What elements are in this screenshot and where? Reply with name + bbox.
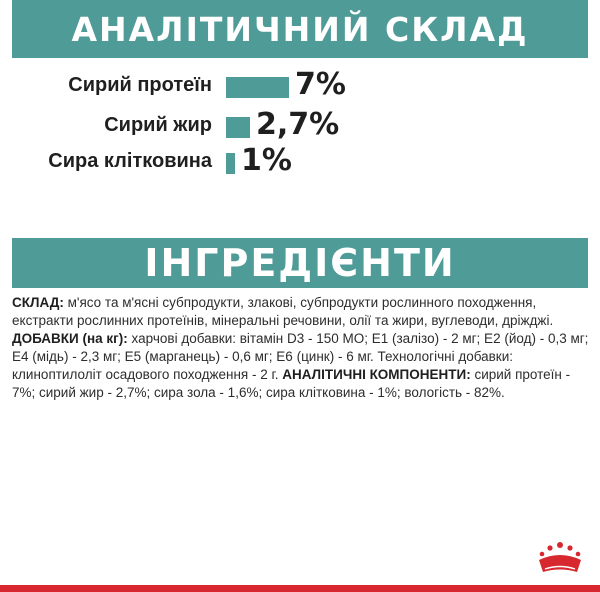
nutrient-label: Сира клітковина: [48, 150, 212, 172]
nutrient-label: Сирий протеїн: [68, 74, 212, 96]
additives-body: харчові добавки: вітамін D3 - 150 МО; E1 (залізо) - 2 мг; E2 (йод) - 0,3 мг; E4 (мідь) - 2,3 мг; E5 (марганець) - 0,6 мг; E6 (цинк) - 6 мг. Технологічні добавки: клинoптилоліт осадового походження - 2 г.: [12, 331, 589, 382]
analytical-composition-banner: [12, 0, 588, 58]
nutrient-row-fat: [0, 107, 600, 144]
analytical-components-body: сирий протеїн - 7%; сирий жир - 2,7%; сира зола - 1,6%; сира клітковина - 1%; вологість - 82%.: [12, 367, 571, 400]
nutrient-row-protein: [0, 67, 600, 104]
crown-logo-icon: [535, 540, 585, 580]
nutrient-label: Сирий жир: [104, 114, 212, 136]
nutrient-value: 2,7%: [256, 107, 340, 142]
ingredients-title: ІНГРЕДІЄНТИ: [144, 241, 456, 285]
nutrient-bar: [226, 153, 235, 174]
nutrient-bar: [226, 117, 250, 138]
bottom-brand-stripe: [0, 585, 600, 592]
ingredients-banner: [12, 238, 588, 288]
additives-label: ДОБАВКИ (на кг):: [12, 331, 128, 346]
nutrient-value: 7%: [295, 67, 346, 102]
composition-label: СКЛАД:: [12, 295, 64, 310]
nutrient-row-fiber: [0, 143, 600, 180]
composition-text: [12, 294, 592, 402]
analytical-composition-title: АНАЛІТИЧНИЙ СКЛАД: [71, 9, 529, 49]
analytical-components-label: АНАЛІТИЧНІ КОМПОНЕНТИ:: [282, 367, 471, 382]
nutrient-value: 1%: [241, 143, 292, 178]
nutrient-bar: [226, 77, 289, 98]
composition-body: м'ясо та м'ясні субпродукти, злакові, субпродукти рослинного походження, екстракти рослинних протеїнів, мінеральні речовини, олії та жири, вуглеводи, дріжджі.: [12, 295, 554, 328]
